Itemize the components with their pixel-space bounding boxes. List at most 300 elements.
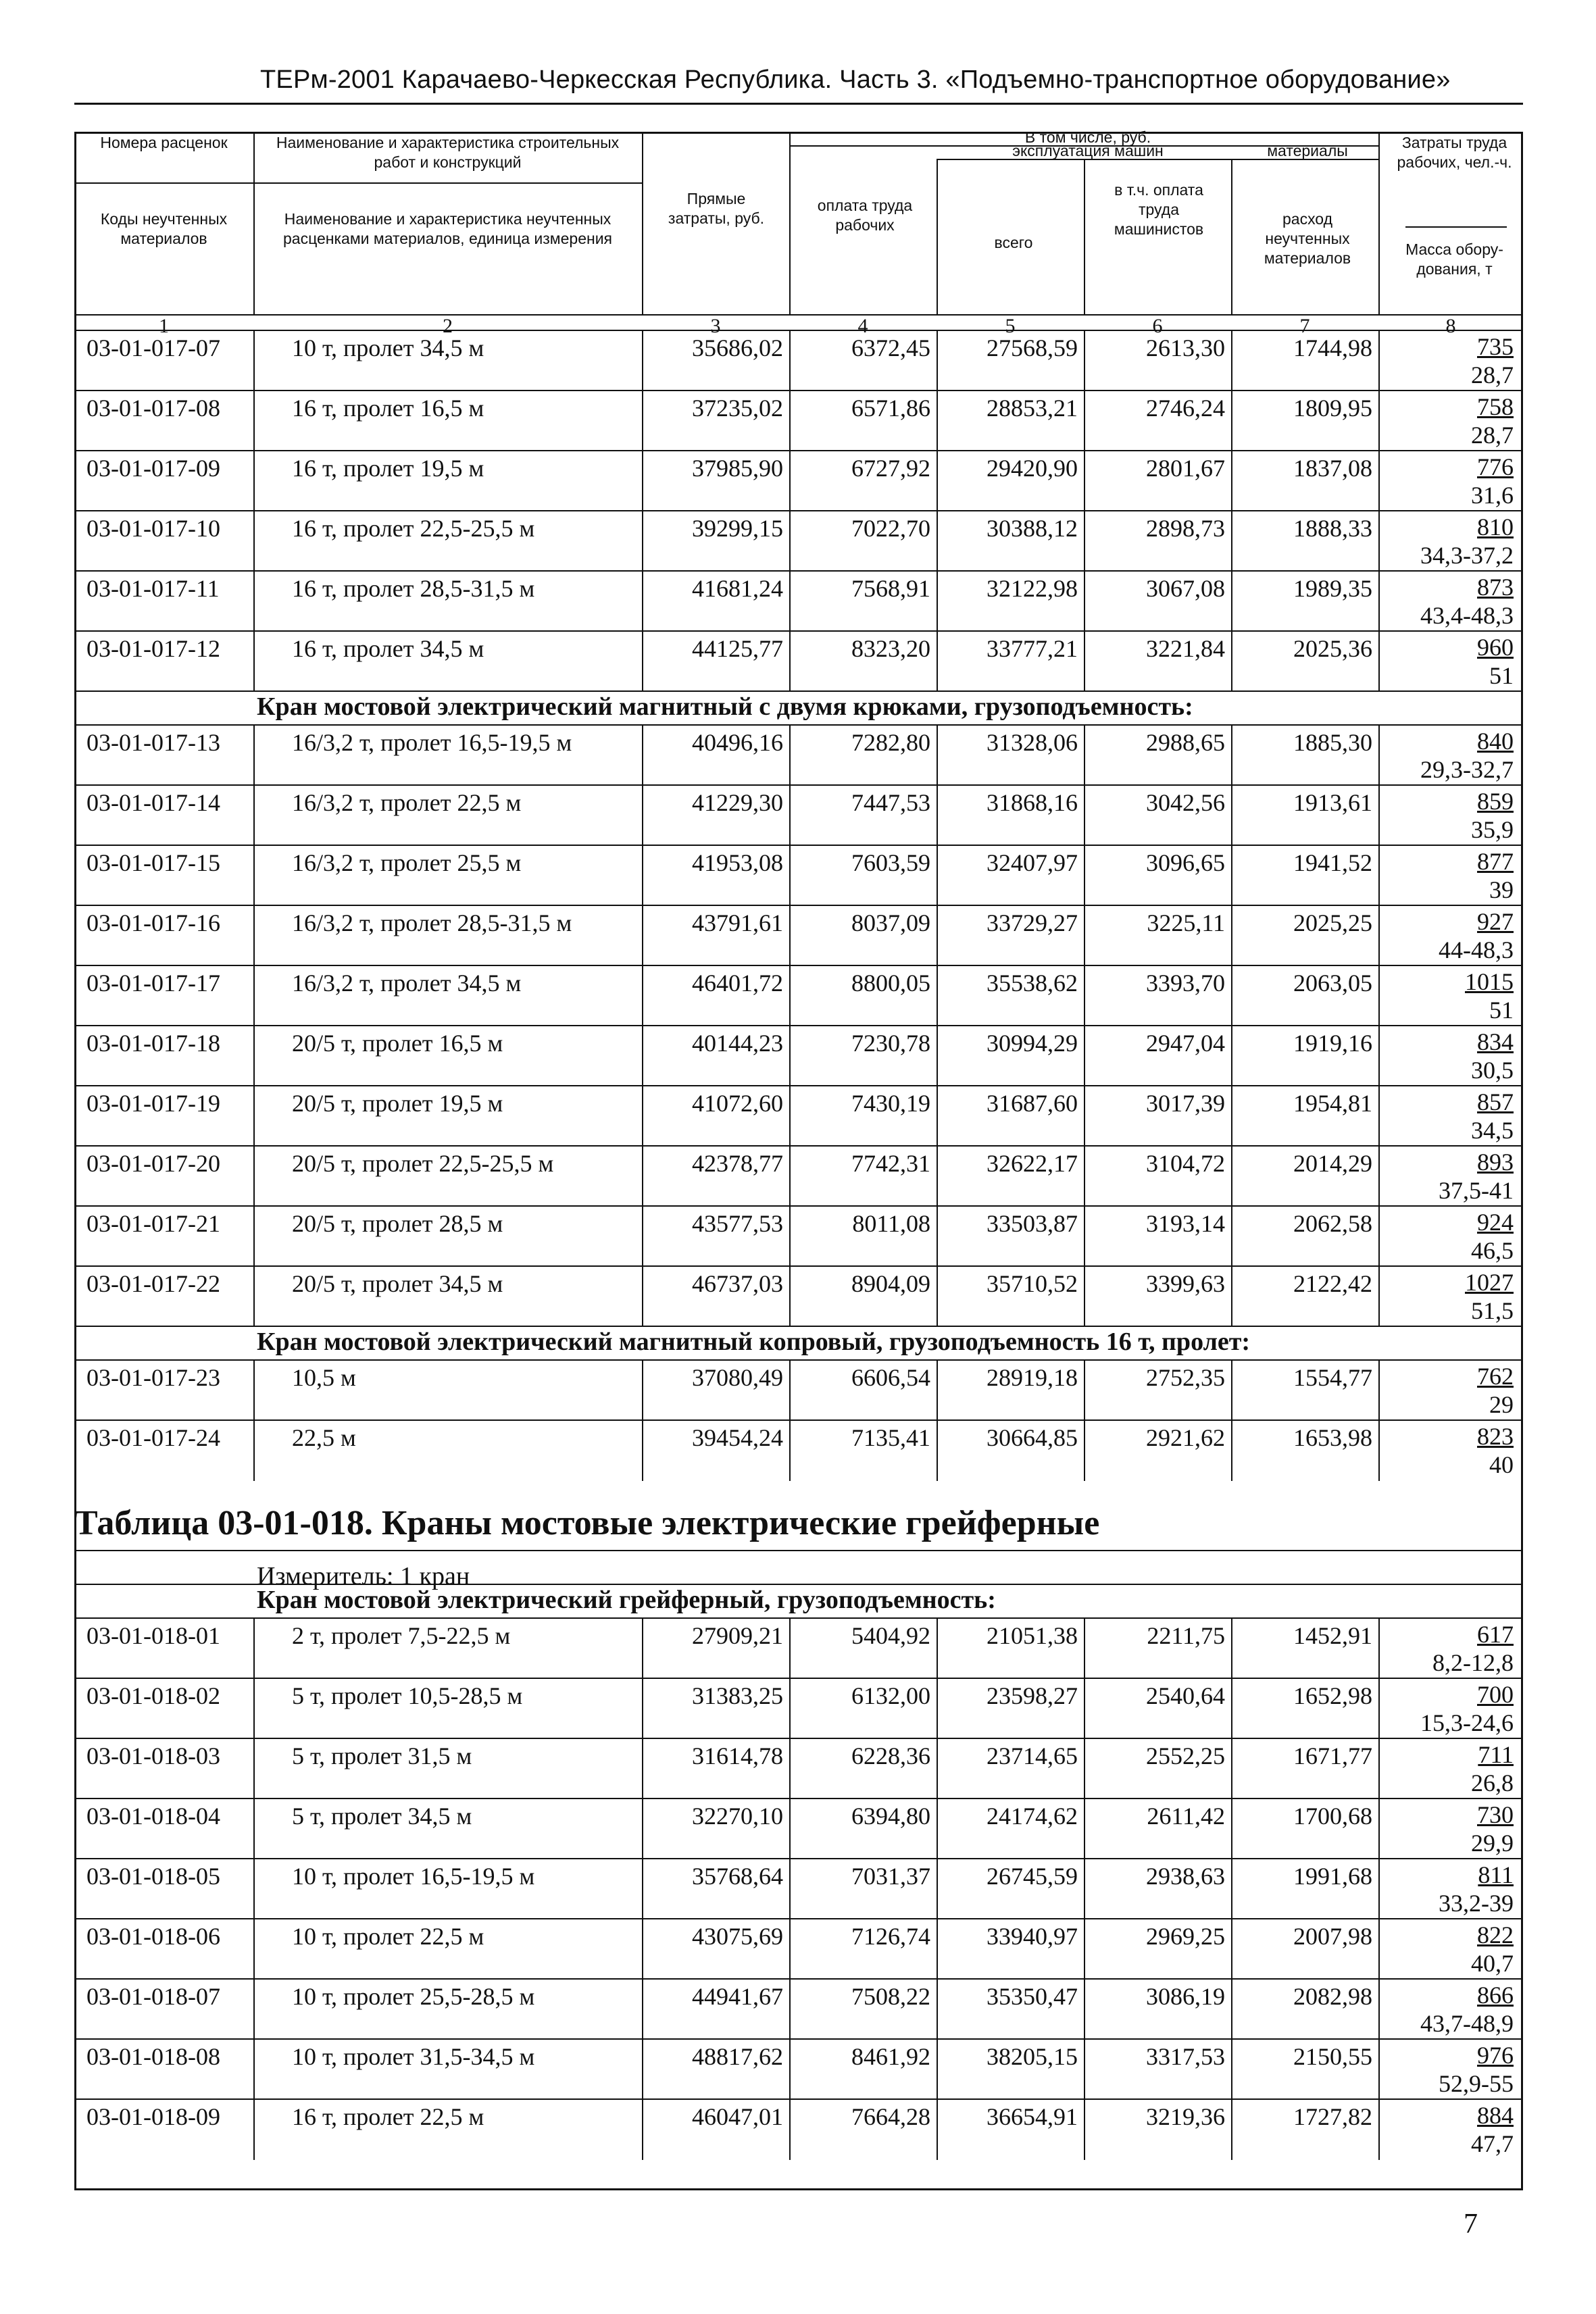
col-labor-costs: Затраты труда рабочих, чел.-ч. [1397,134,1512,171]
cell-divider [1084,786,1085,846]
work-description: 10 т, пролет 16,5-19,5 м [292,1863,535,1890]
cell-divider [789,1267,791,1327]
cost-value-mach-incl: 2211,75 [1147,1622,1225,1649]
work-description: 5 т, пролет 31,5 м [292,1742,472,1769]
header-rule [74,103,1523,105]
cell-divider [253,451,255,511]
equipment-mass-value: 52,9-55 [1439,2070,1514,2097]
cost-value-mach-incl: 2947,04 [1146,1030,1225,1057]
work-description: 10 т, пролет 22,5 м [292,1923,484,1950]
cell-divider [1231,1739,1232,1799]
cost-value-mach: 30388,12 [987,515,1078,542]
labor-cost-value: 927 [1477,908,1514,935]
cost-value-labor: 8904,09 [851,1270,930,1297]
header-divider [642,132,643,314]
cell-divider [642,1086,643,1147]
cost-value-labor: 8037,09 [851,909,930,936]
labor-cost-value: 758 [1477,393,1514,420]
work-description: 16/3,2 т, пролет 16,5-19,5 м [292,729,572,756]
cost-value-mach-incl: 2611,42 [1147,1803,1225,1830]
cell-divider [642,1679,643,1739]
labor-cost-value: 711 [1478,1741,1514,1768]
cell-divider [642,1026,643,1086]
cost-value-mach: 30994,29 [987,1030,1078,1057]
header-divider [1084,159,1085,314]
cell-divider [1084,846,1085,906]
group-title [74,1326,1523,1359]
rate-code: 03-01-017-19 [86,1090,220,1117]
equipment-mass-value: 44-48,3 [1439,936,1514,963]
cell-divider [1084,1267,1085,1327]
work-description: 16 т, пролет 28,5-31,5 м [292,575,535,602]
cost-value-mat: 2063,05 [1293,970,1372,997]
table-row [74,570,1523,630]
table-row [74,2038,1523,2098]
rate-code: 03-01-018-02 [86,1682,220,1709]
cell-divider [1231,906,1232,966]
cost-value-mach-incl: 3399,63 [1146,1270,1225,1297]
cell-divider [253,2040,255,2100]
cell-divider [937,1421,938,1481]
group-title-text: Кран мостовой электрический грейферный, грузоподъемность: [257,1586,996,1614]
cost-value-mat: 2082,98 [1293,1983,1372,2010]
cost-value-direct: 35686,02 [692,334,783,361]
labor-cost-value: 857 [1477,1088,1514,1115]
cell-divider [253,1147,255,1207]
work-description: 22,5 м [292,1424,356,1451]
cost-value-direct: 43577,53 [692,1210,783,1237]
table-row [74,1205,1523,1265]
cell-divider [789,1421,791,1481]
group-title [74,690,1523,724]
table-row [74,450,1523,510]
cell-divider [253,1859,255,1919]
cost-value-direct: 37985,90 [692,455,783,482]
cell-divider [1231,1799,1232,1859]
cell-divider [642,1799,643,1859]
rate-code: 03-01-018-08 [86,2043,220,2070]
cell-divider [789,511,791,572]
cell-divider [642,1980,643,2040]
equipment-mass-value: 43,4-48,3 [1420,602,1514,629]
equipment-mass-value: 29,3-32,7 [1420,756,1514,783]
header-divider [937,159,938,314]
cell-divider [1084,906,1085,966]
cell-divider [1378,2040,1380,2100]
table-row [74,724,1523,784]
table-row [74,1678,1523,1738]
cost-value-labor: 7664,28 [851,2103,930,2130]
table-row [74,1918,1523,1978]
table-row [74,965,1523,1025]
cost-value-labor: 8461,92 [851,2043,930,2070]
rate-code: 03-01-017-12 [86,635,220,662]
table-row [74,1265,1523,1326]
cost-value-mach: 28853,21 [987,395,1078,422]
col-incl: В том числе, руб. [1024,128,1151,146]
cost-value-mat: 1554,77 [1293,1364,1372,1391]
cell-divider [1084,1619,1085,1679]
cell-divider [789,1207,791,1267]
cell-divider [642,2100,643,2160]
cost-value-mach-incl: 3221,84 [1146,635,1225,662]
cost-value-direct: 32270,10 [692,1803,783,1830]
header-divider [253,132,255,314]
cell-divider [1084,1086,1085,1147]
cell-divider [937,1026,938,1086]
work-description: 16/3,2 т, пролет 25,5 м [292,849,522,876]
equipment-mass-value: 37,5-41 [1439,1177,1514,1204]
equipment-mass-value: 43,7-48,9 [1420,2010,1514,2037]
cost-value-mach-incl: 2540,64 [1146,1682,1225,1709]
cost-value-mach: 23598,27 [987,1682,1078,1709]
cost-value-mach: 33777,21 [987,635,1078,662]
cost-value-mach: 36654,91 [987,2103,1078,2130]
cost-value-mat: 1989,35 [1293,575,1372,602]
labor-cost-value: 811 [1478,1861,1514,1888]
cell-divider [1378,2100,1380,2160]
equipment-mass-value: 30,5 [1471,1057,1514,1084]
cost-value-mat: 1809,95 [1293,395,1372,422]
cell-divider [642,906,643,966]
cost-value-direct: 48817,62 [692,2043,783,2070]
cost-value-mat: 1837,08 [1293,455,1372,482]
table-row [74,1617,1523,1678]
cell-divider [1378,451,1380,511]
cell-divider [937,1679,938,1739]
rate-code: 03-01-018-09 [86,2103,220,2130]
unit-rule [74,1550,1523,1551]
cost-value-labor: 7430,19 [851,1090,930,1117]
work-description: 20/5 т, пролет 16,5 м [292,1030,503,1057]
cell-divider [642,1859,643,1919]
cell-divider [937,391,938,451]
cost-value-direct: 39454,24 [692,1424,783,1451]
cost-value-direct: 42378,77 [692,1150,783,1177]
work-description: 10,5 м [292,1364,356,1391]
equipment-mass-value: 35,9 [1471,816,1514,843]
cell-divider [1378,1026,1380,1086]
cell-divider [642,391,643,451]
cost-value-labor: 7568,91 [851,575,930,602]
rate-code: 03-01-017-17 [86,970,220,997]
cost-value-labor: 8800,05 [851,970,930,997]
cell-divider [937,2100,938,2160]
cell-divider [1231,1026,1232,1086]
cost-value-mach-incl: 3193,14 [1146,1210,1225,1237]
cell-divider [1378,1207,1380,1267]
cost-value-mat: 1913,61 [1293,789,1372,816]
labor-cost-value: 762 [1477,1363,1514,1390]
cost-value-mach: 35350,47 [987,1983,1078,2010]
equipment-mass-value: 47,7 [1471,2130,1514,2157]
cost-value-mach: 30664,85 [987,1424,1078,1451]
cell-divider [789,451,791,511]
work-description: 16/3,2 т, пролет 22,5 м [292,789,522,816]
cost-value-mach-incl: 3317,53 [1146,2043,1225,2070]
cost-value-labor: 5404,92 [851,1622,930,1649]
labor-cost-value: 960 [1477,634,1514,661]
col-code-top: Номера расценок [100,134,228,151]
cost-value-mach-incl: 3104,72 [1146,1150,1225,1177]
cost-value-labor: 7031,37 [851,1863,930,1890]
cell-divider [253,966,255,1026]
cell-divider [789,2040,791,2100]
cost-value-mach-incl: 3067,08 [1146,575,1225,602]
cost-value-labor: 7603,59 [851,849,930,876]
labor-cost-value: 823 [1477,1423,1514,1450]
col-num: 1 [159,315,169,337]
cost-value-mach-incl: 2613,30 [1146,334,1225,361]
cost-value-labor: 6228,36 [851,1742,930,1769]
cost-value-mach-incl: 2988,65 [1146,729,1225,756]
rate-code: 03-01-017-18 [86,1030,220,1057]
table-row [74,784,1523,845]
work-description: 5 т, пролет 34,5 м [292,1803,472,1830]
labor-cost-value: 822 [1477,1921,1514,1948]
col-num: 5 [1005,315,1016,337]
cell-divider [1378,1421,1380,1481]
cost-value-mach-incl: 3086,19 [1146,1983,1225,2010]
work-description: 10 т, пролет 34,5 м [292,334,484,361]
cell-divider [789,906,791,966]
labor-cost-value: 1015 [1465,968,1514,995]
cell-divider [642,786,643,846]
equipment-mass-value: 34,3-37,2 [1420,542,1514,569]
equipment-mass-value: 29 [1489,1391,1514,1418]
cell-divider [1378,1679,1380,1739]
cost-value-mat: 1653,98 [1293,1424,1372,1451]
cell-divider [937,1799,938,1859]
cost-value-mat: 2007,98 [1293,1923,1372,1950]
cell-divider [642,1361,643,1421]
rate-code: 03-01-017-09 [86,455,220,482]
cost-value-mach: 28919,18 [987,1364,1078,1391]
cell-divider [789,1739,791,1799]
rate-code: 03-01-017-10 [86,515,220,542]
cost-value-mach: 35538,62 [987,970,1078,997]
cell-divider [642,511,643,572]
group-title-text: Кран мостовой электрический магнитный с двумя крюками, грузоподъемность: [257,693,1193,721]
cell-divider [1378,331,1380,391]
cell-divider [1378,726,1380,786]
labor-cost-value: 924 [1477,1209,1514,1236]
cost-value-direct: 43791,61 [692,909,783,936]
col-num: 4 [857,315,868,337]
cell-divider [1378,1147,1380,1207]
labor-cost-value: 735 [1477,333,1514,360]
cost-value-mach: 35710,52 [987,1270,1078,1297]
labor-cost-value: 859 [1477,788,1514,815]
cell-divider [1378,786,1380,846]
cell-divider [642,2040,643,2100]
cost-value-labor: 7230,78 [851,1030,930,1057]
table-column-header [74,128,1523,337]
cost-value-direct: 39299,15 [692,515,783,542]
work-description: 20/5 т, пролет 34,5 м [292,1270,503,1297]
cell-divider [1378,966,1380,1026]
cost-value-mat: 2122,42 [1293,1270,1372,1297]
cell-divider [1084,572,1085,632]
cost-value-mach: 32122,98 [987,575,1078,602]
cell-divider [1231,786,1232,846]
table-row [74,1359,1523,1419]
col-machines-total: всего [994,234,1033,251]
work-description: 10 т, пролет 31,5-34,5 м [292,2043,535,2070]
equipment-mass-value: 46,5 [1471,1237,1514,1264]
cell-divider [1378,846,1380,906]
cost-value-mach: 31328,06 [987,729,1078,756]
labor-cost-value: 877 [1477,848,1514,875]
cell-divider [253,1679,255,1739]
col-num: 2 [443,315,453,337]
cell-divider [1084,451,1085,511]
cell-divider [253,1026,255,1086]
cell-divider [1231,511,1232,572]
cost-value-direct: 40496,16 [692,729,783,756]
cell-divider [1231,1147,1232,1207]
cost-value-direct: 41681,24 [692,575,783,602]
labor-cost-value: 810 [1477,513,1514,540]
cell-divider [937,511,938,572]
table-row [74,1145,1523,1205]
cell-divider [1231,2040,1232,2100]
cell-divider [937,632,938,692]
cell-divider [1378,1739,1380,1799]
rate-code: 03-01-018-06 [86,1923,220,1950]
cost-value-labor: 6372,45 [851,334,930,361]
cell-divider [789,1799,791,1859]
equipment-mass-value: 31,6 [1471,482,1514,509]
cost-value-mach: 23714,65 [987,1742,1078,1769]
equipment-mass-value: 40,7 [1471,1950,1514,1977]
cell-divider [1084,2100,1085,2160]
cell-divider [789,1919,791,1980]
cost-value-direct: 46047,01 [692,2103,783,2130]
cost-value-mat: 1954,81 [1293,1090,1372,1117]
table-row [74,1419,1523,1480]
cost-value-mat: 2025,25 [1293,909,1372,936]
rate-code: 03-01-017-14 [86,789,220,816]
rate-code: 03-01-017-22 [86,1270,220,1297]
col-name-bottom: Наименование и характеристика неучтенных расценками материалов, единица измерения [282,210,612,247]
table-row [74,510,1523,570]
cell-divider [1378,1919,1380,1980]
cell-divider [1084,966,1085,1026]
cell-divider [642,331,643,391]
cost-value-mat: 1885,30 [1293,729,1372,756]
cost-value-labor: 8323,20 [851,635,930,662]
cell-divider [937,1267,938,1327]
cell-divider [1231,451,1232,511]
cell-divider [642,632,643,692]
cost-value-mat: 1919,16 [1293,1030,1372,1057]
cell-divider [1084,726,1085,786]
cost-value-mat: 1652,98 [1293,1682,1372,1709]
cell-divider [1378,511,1380,572]
labor-cost-value: 840 [1477,728,1514,755]
cell-divider [937,331,938,391]
rate-code: 03-01-017-07 [86,334,220,361]
rate-code: 03-01-017-16 [86,909,220,936]
cell-divider [642,1739,643,1799]
cell-divider [1084,1799,1085,1859]
cost-value-mach-incl: 3219,36 [1146,2103,1225,2130]
work-description: 16 т, пролет 22,5-25,5 м [292,515,535,542]
cost-value-labor: 7282,80 [851,729,930,756]
cell-divider [253,1619,255,1679]
cost-value-labor: 7126,74 [851,1923,930,1950]
rate-code: 03-01-017-21 [86,1210,220,1237]
labor-cost-value: 893 [1477,1149,1514,1176]
cost-value-mat: 2150,55 [1293,2043,1372,2070]
page-number: 7 [1464,2209,1478,2240]
cell-divider [937,572,938,632]
cost-value-mach: 32407,97 [987,849,1078,876]
col-name-top: Наименование и характеристика строительных работ и конструкций [276,134,620,171]
cell-divider [642,1919,643,1980]
cell-divider [937,846,938,906]
cost-value-direct: 44125,77 [692,635,783,662]
equipment-mass-value: 29,9 [1471,1830,1514,1857]
work-description: 5 т, пролет 10,5-28,5 м [292,1682,523,1709]
equipment-mass-value: 39 [1489,876,1514,903]
cell-divider [1231,391,1232,451]
cell-divider [642,1207,643,1267]
cell-divider [253,906,255,966]
cost-value-direct: 35768,64 [692,1863,783,1890]
rate-code: 03-01-017-24 [86,1424,220,1451]
cost-value-mach: 33503,87 [987,1210,1078,1237]
cell-divider [1231,1361,1232,1421]
col-machines: эксплуатация машин [1012,142,1164,159]
cell-divider [789,1361,791,1421]
cell-divider [937,1859,938,1919]
cell-divider [1084,1859,1085,1919]
table-row [74,390,1523,450]
cell-divider [789,391,791,451]
cost-value-direct: 31614,78 [692,1742,783,1769]
cell-divider [789,1086,791,1147]
cell-divider [1231,1859,1232,1919]
cell-divider [1378,632,1380,692]
labor-cost-value: 866 [1477,1982,1514,2009]
cell-divider [1084,1207,1085,1267]
header-divider [1231,159,1232,314]
cell-divider [937,786,938,846]
cost-value-mach-incl: 2938,63 [1146,1863,1225,1890]
cell-divider [253,331,255,391]
cell-divider [253,1267,255,1327]
cell-divider [253,391,255,451]
cost-value-labor: 7508,22 [851,1983,930,2010]
cost-value-mach: 27568,59 [987,334,1078,361]
cell-divider [253,726,255,786]
cell-divider [789,1679,791,1739]
col-mass: Масса обору-дования, т [1405,241,1503,278]
cost-value-labor: 7742,31 [851,1150,930,1177]
cost-value-mat: 1991,68 [1293,1863,1372,1890]
labor-cost-value: 617 [1477,1621,1514,1648]
cell-divider [1378,1267,1380,1327]
cost-value-mat: 1727,82 [1293,2103,1372,2130]
cost-value-direct: 41229,30 [692,789,783,816]
cost-value-mach-incl: 2801,67 [1146,455,1225,482]
rate-code: 03-01-017-20 [86,1150,220,1177]
cell-divider [1084,1421,1085,1481]
cost-value-mach: 32622,17 [987,1150,1078,1177]
cell-divider [789,331,791,391]
